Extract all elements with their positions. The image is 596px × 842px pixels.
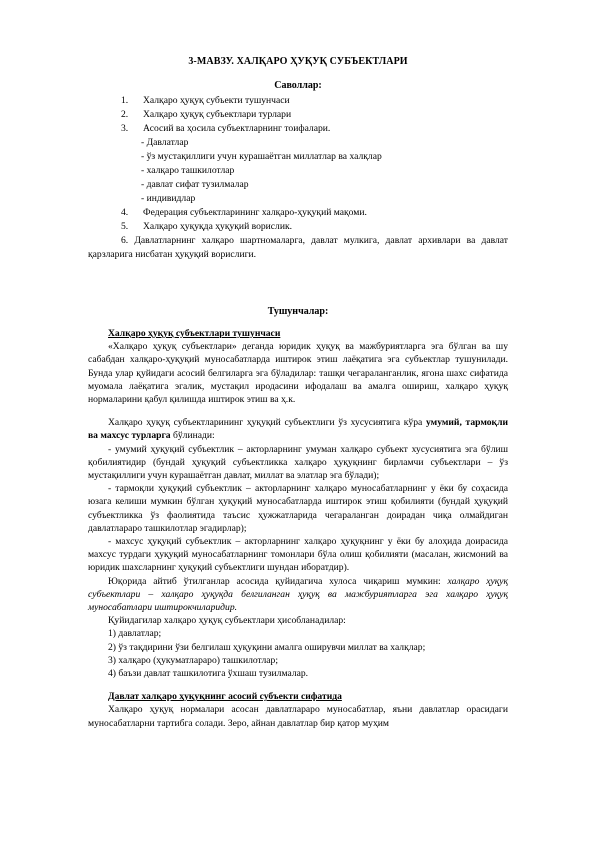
question-subitem: - индивидлар [141, 193, 196, 204]
questions-list [88, 94, 508, 262]
paragraph: - тармоқли ҳуқуқий субъектлик – акторларнинг халқаро муносабатларнинг у ёки бу соҳасида юзага келиши мумкин бўлган ҳуқуқий муносабатларда иштирок этиш қобилияти (бундай ҳуқуқий субъектликка ўз фаолиятида таъсис ҳужжатларида чегараланган доирадан чиқа олмайдиган давлатлараро ташкилотлар эгадирлар); [88, 483, 508, 534]
concepts-title: Тушунчалар: [267, 306, 329, 317]
list-item: 2) ўз тақдирини ўзи белгилаш ҳуқуқини амалга оширувчи миллат ва халқлар; [108, 641, 426, 653]
paragraph: «Халқаро ҳуқуқ субъектлари» деганда юридик ҳуқуқ ва мажбуриятларга эга бўлган ва шу сабабдан халқаро-ҳуқуқий муносабатларда иштирок этиш лаёқатига эга субъектлар тушунилади. Бунда улар қуйидаги асосий белгиларга эга бўладилар: ташқи чегараланганлик, ягона шахс сифатида муомала лаёқатига эгалик, мустақил иродасини ифодалаш ва амалга ошириш, халқаро ҳуқуқ нормаларини қабул қилишда иштирок этиш ва ҳ.к. [88, 341, 508, 406]
list-item: 3) халқаро (ҳукуматлараро) ташкилотлар; [108, 654, 279, 666]
question-subitem: - давлат сифат тузилмалар [141, 179, 249, 190]
question-item: 3. Асосий ва ҳосила субъектларнинг тоифалари. [121, 123, 331, 134]
section-heading: Давлат халқаро ҳуқуқнинг асосий субъекти сифатида [108, 691, 342, 703]
emphasis-text: умумий, тармоқли ва махсус турларга [88, 417, 508, 442]
question-subitem: - халқаро ташкилотлар [141, 165, 235, 176]
page-title: 3-МАВЗУ. ХАЛҚАРО ҲУҚУҚ СУБЪЕКТЛАРИ [188, 56, 408, 67]
question-item: 1. Халқаро ҳуқуқ субъекти тушунчаси [121, 95, 290, 106]
paragraph: - махсус ҳуқуқий субъектлик – акторларнинг халқаро ҳуқуқнинг у ёки бу алоҳида доирасида махсус турдаги ҳуқуқий муносабатларнинг томонлари бўла олиш қобилияти (масалан, жисмоний ва юридик шахсларнинг ҳуқуқий субъектлиги шундан иборатдир). [88, 536, 508, 574]
question-item: 2. Халқаро ҳуқуқ субъектлари турлари [121, 109, 292, 120]
question-item: 5. Халқаро ҳуқуқда ҳуқуқий ворислик. [121, 221, 293, 232]
question-item: 4. Федерация субъектларининг халқаро-ҳуқуқий мақоми. [121, 207, 367, 218]
definition-text: халқаро ҳуқуқ субъектлари – халқаро ҳуқуқда белгиланган ҳуқуқ ва мажбуриятларга эга халқаро ҳуқуқ муносабатлари иштирокчиларидир. [88, 575, 508, 614]
list-item: 4) баъзи давлат ташкилотига ўхшаш тузилмалар. [108, 668, 309, 680]
questions-title: Саволлар: [274, 80, 322, 91]
section-heading: Халқаро ҳуқуқ субъектлари тушунчаси [108, 328, 281, 339]
question-subitem: - ўз мустақиллиги учун курашаётган миллатлар ва халқлар [141, 151, 382, 162]
paragraph: Халқаро ҳуқуқ нормалари асосан давлатлараро муносабатлар, яъни давлатлар орасидаги муносабатларни тартибга солади. Зеро, айнан давлатлар бир қатор муҳим [88, 704, 508, 729]
paragraph: Халқаро ҳуқуқ субъектларининг ҳуқуқий субъектлиги ўз хусусиятига кўра умумий, тармоқли ва махсус турларга бўлинади: [88, 417, 508, 442]
list-item: 1) давлатлар; [108, 628, 162, 640]
paragraph: Қуйидагилар халқаро ҳуқуқ субъектлари ҳисобланадилар: [108, 615, 346, 627]
paragraph: - умумий ҳуқуқий субъектлик – акторларнинг умуман халқаро субъект хусусиятига эга бўлиш қобилиятидир (бундай ҳуқуқий субъектликка халқаро ҳуқуқнинг бирламчи субъектлари – ўз мустақиллиги учун курашаётган давлат, миллат ва элатлар эга бўлади); [88, 443, 508, 482]
question-item-6: 6. Давлатларнинг халқаро шартномаларга, давлат мулкига, давлат архивлари ва давлат қарзларига нисбатан ҳуқуқий ворислиги. [88, 235, 508, 260]
paragraph: Юқорида айтиб ўтилганлар асосида қуйидагича хулоса чиқариш мумкин: халқаро ҳуқуқ субъектлари – халқаро ҳуқуқда белгиланган ҳуқуқ ва мажбуриятларга эга халқаро ҳуқуқ муносабатлари иштирокчиларидир. [88, 575, 508, 614]
question-subitem: - Давлатлар [141, 137, 189, 148]
